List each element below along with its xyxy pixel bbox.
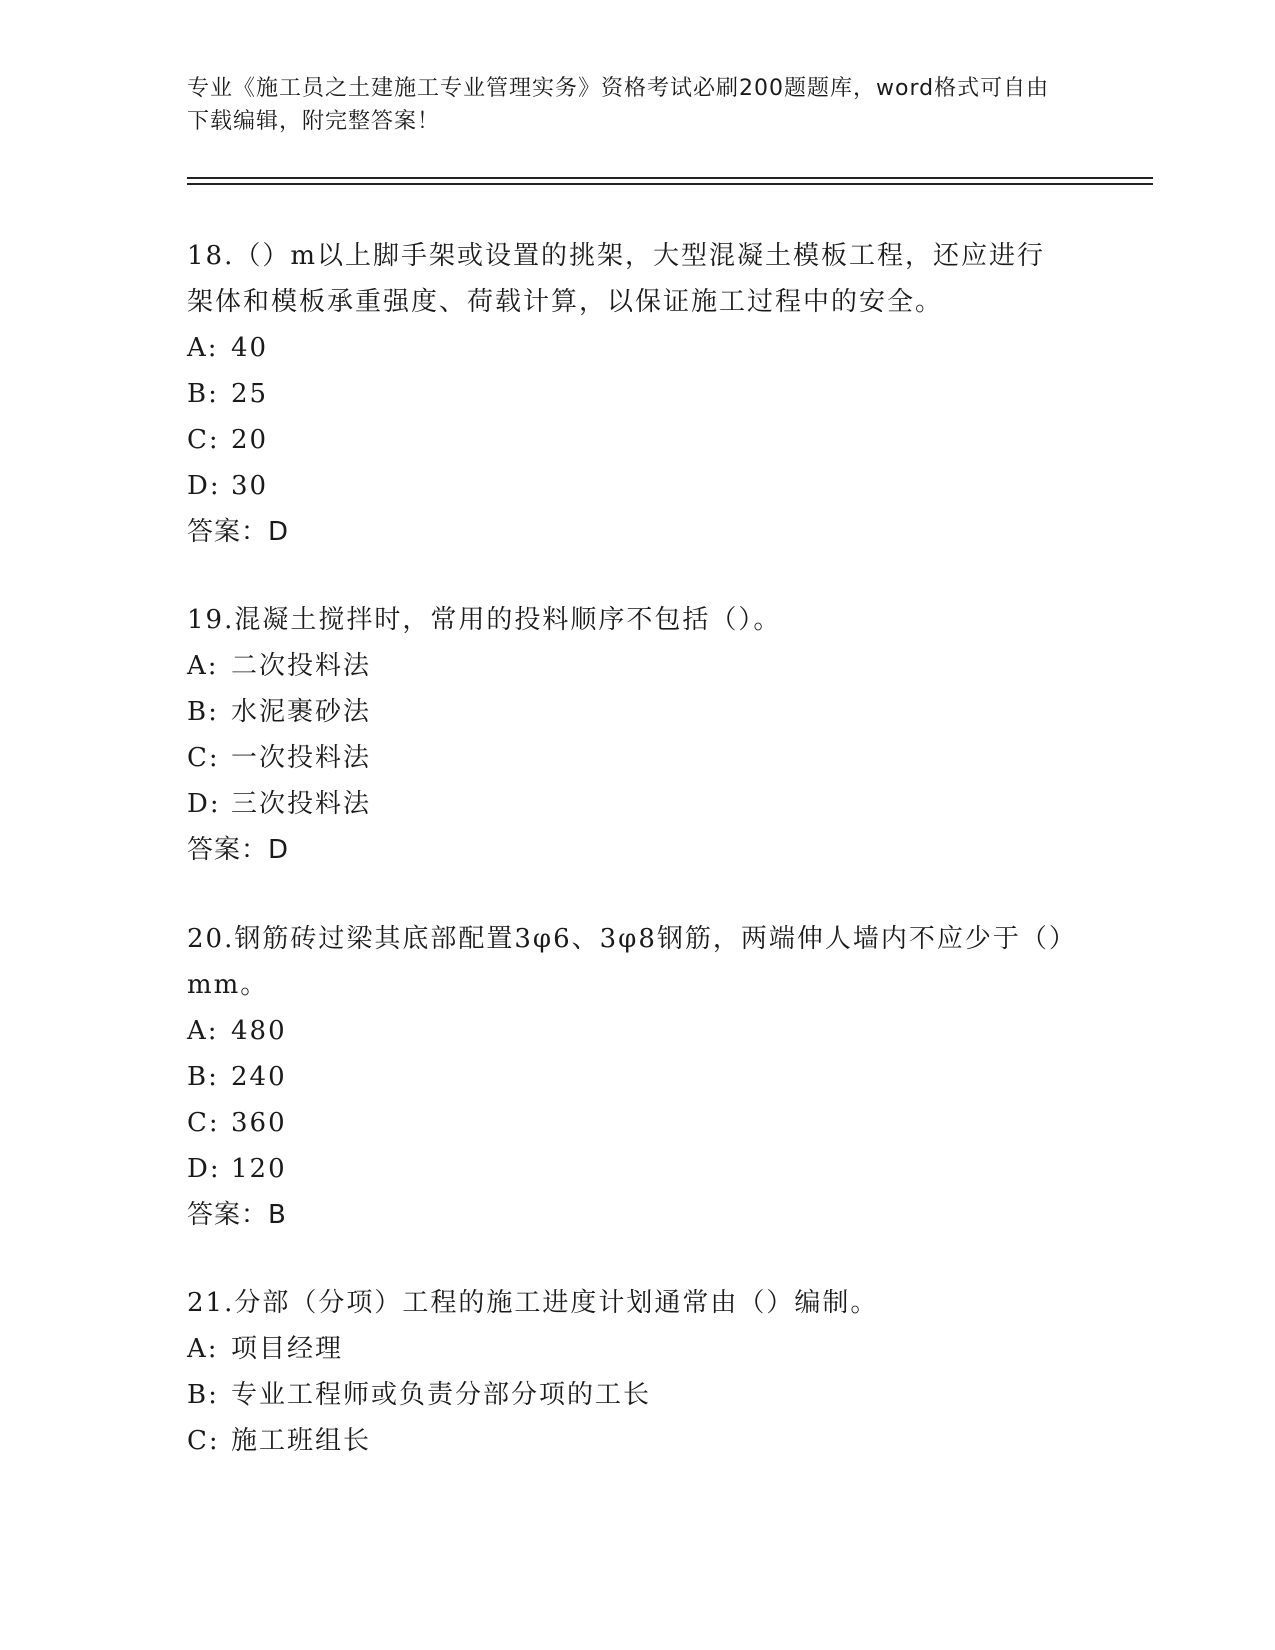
option-d xyxy=(187,463,1067,509)
question-19 xyxy=(187,597,1067,873)
option-text: 120 xyxy=(231,1154,287,1184)
option-a xyxy=(187,1326,1067,1372)
option-a xyxy=(187,643,1067,689)
question-stem: 19.混凝土搅拌时，常用的投料顺序不包括（）。 xyxy=(187,605,782,635)
header-divider-bottom xyxy=(187,183,1153,185)
answer-line: 答案：D xyxy=(187,517,290,547)
option-key: A: xyxy=(187,1334,219,1364)
question-stem: 18.（）m以上脚手架或设置的挑架，大型混凝土模板工程，还应进行架体和模板承重强度、荷载计算，以保证施工过程中的安全。 xyxy=(187,241,1046,317)
option-key: D: xyxy=(187,471,221,501)
question-stem: 21.分部（分项）工程的施工进度计划通常由（）编制。 xyxy=(187,1288,879,1318)
header-divider-top xyxy=(187,177,1153,179)
option-text: 240 xyxy=(231,1062,287,1092)
option-a xyxy=(187,325,1067,371)
document-header: 专业《施工员之土建施工专业管理实务》资格考试必刷200题题库，word格式可自由下载编辑，附完整答案！ xyxy=(187,76,1050,134)
option-b xyxy=(187,1054,1067,1100)
option-key: B: xyxy=(187,1380,219,1410)
option-key: A: xyxy=(187,333,219,363)
option-key: B: xyxy=(187,1062,219,1092)
option-text: 项目经理 xyxy=(231,1334,344,1364)
option-key: C: xyxy=(187,1426,220,1456)
option-key: B: xyxy=(187,697,219,727)
option-text: 360 xyxy=(231,1108,287,1138)
option-key: A: xyxy=(187,651,219,681)
option-text: 25 xyxy=(231,379,269,409)
option-key: D: xyxy=(187,789,221,819)
option-c xyxy=(187,1100,1067,1146)
option-text: 40 xyxy=(231,333,269,363)
option-text: 水泥裹砂法 xyxy=(231,697,372,727)
option-c xyxy=(187,1418,1067,1464)
option-d xyxy=(187,1146,1067,1192)
option-b xyxy=(187,1372,1067,1418)
option-b xyxy=(187,689,1067,735)
option-key: C: xyxy=(187,1108,220,1138)
option-c xyxy=(187,735,1067,781)
option-text: 20 xyxy=(231,425,269,455)
option-text: 二次投料法 xyxy=(231,651,372,681)
answer-line: 答案：B xyxy=(187,1200,287,1230)
option-key: A: xyxy=(187,1016,219,1046)
option-key: D: xyxy=(187,1154,221,1184)
answer-line: 答案：D xyxy=(187,835,290,865)
option-b xyxy=(187,371,1067,417)
option-d xyxy=(187,781,1067,827)
option-c xyxy=(187,417,1067,463)
option-key: C: xyxy=(187,743,220,773)
option-text: 三次投料法 xyxy=(231,789,372,819)
option-text: 30 xyxy=(231,471,269,501)
question-21 xyxy=(187,1280,1067,1464)
question-stem: 20.钢筋砖过梁其底部配置3φ6、3φ8钢筋，两端伸人墙内不应少于（）mm。 xyxy=(187,924,1064,1000)
question-20 xyxy=(187,916,1067,1238)
option-a xyxy=(187,1008,1067,1054)
option-key: C: xyxy=(187,425,220,455)
option-text: 专业工程师或负责分部分项的工长 xyxy=(231,1380,652,1410)
option-text: 480 xyxy=(231,1016,287,1046)
option-text: 一次投料法 xyxy=(231,743,372,773)
question-18 xyxy=(187,233,1067,555)
option-key: B: xyxy=(187,379,219,409)
option-text: 施工班组长 xyxy=(231,1426,372,1456)
